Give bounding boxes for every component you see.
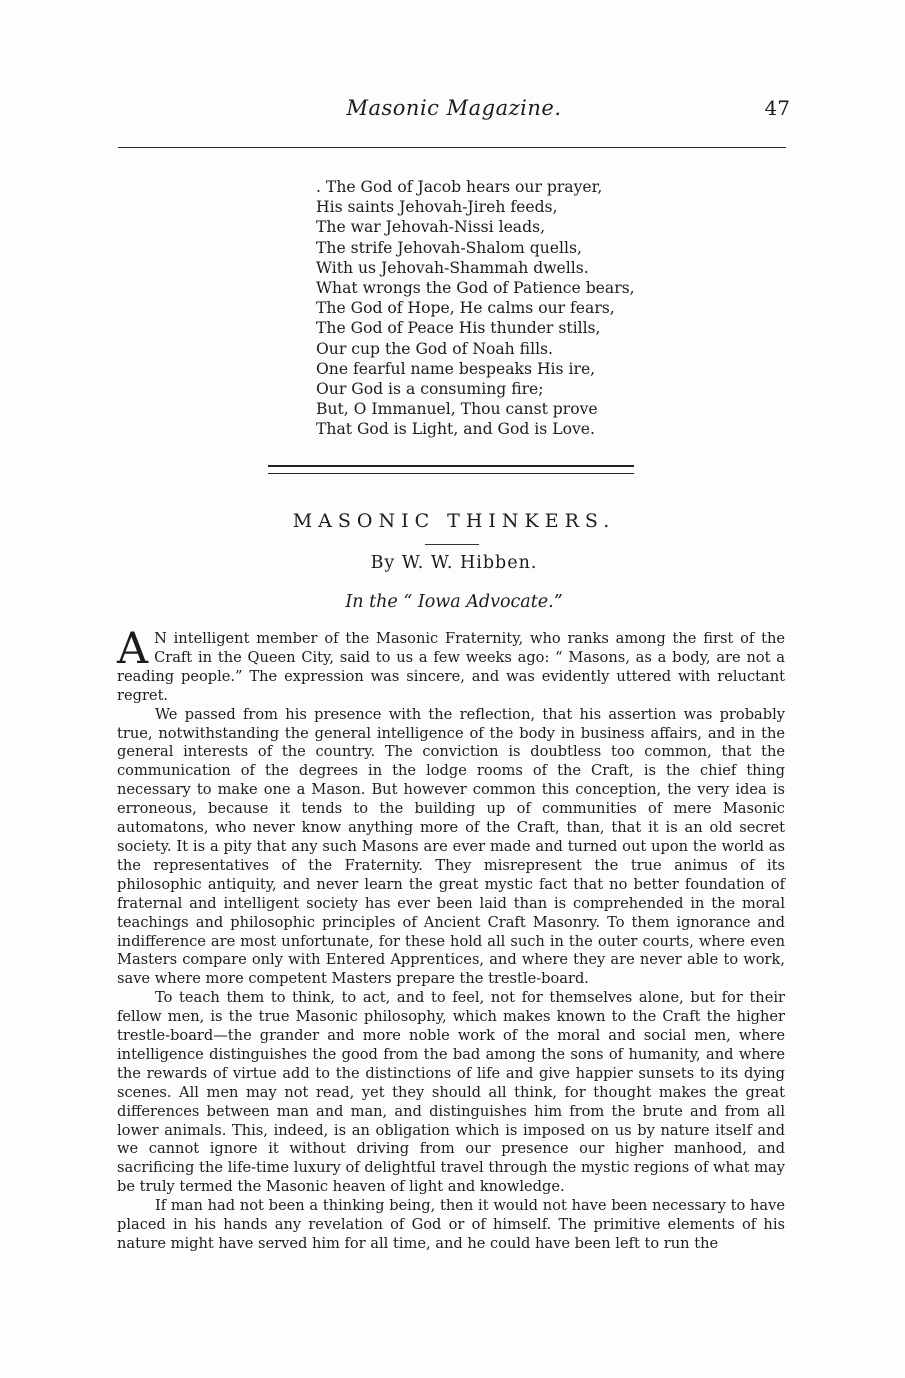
poem-line: His saints Jehovah-Jireh feeds, <box>316 198 558 217</box>
poem-line: The God of Peace His thunder stills, <box>316 319 601 338</box>
running-title: Masonic Magazine. <box>346 96 562 120</box>
poem-line: With us Jehovah-Shammah dwells. <box>316 258 589 277</box>
poem <box>316 177 696 440</box>
paragraph: We passed from his presence with the reflection, that his assertion was probably true, notwithstanding the general intelligence of the body in business affairs, and in the general interests of the country. The conviction is doubtless too common, that the communication of the degrees in the lodge rooms of the Craft, is the chief thing necessary to make one a Mason. But however common this conception, the very idea is erroneous, because it tends to the building up of communities of mere Masonic automatons, who never know anything more of the Craft, than, that it is an old secret society. It is a pity that any such Masons are ever made and turned out upon the world as the representatives of the Fraternity. They misrepresent the true animus of its philosophic antiquity, and never learn the great mystic fact that no better foundation of fraternal and intelligent society has ever been laid than is comprehended in the moral teachings and philosophic principles of Ancient Craft Masonry. To them ignorance and indifference are most unfortunate, for these hold all such in the outer courts, where even Masters compare only with Entered Apprentices, and where they are never able to work, save where more competent Masters prepare the trestle-board. <box>117 705 785 988</box>
poem-line: What wrongs the God of Patience bears, <box>316 279 635 298</box>
poem-line: The war Jehovah-Nissi leads, <box>316 218 546 237</box>
running-head <box>118 96 790 126</box>
poem-line: Our cup the God of Noah fills. <box>316 339 554 358</box>
paragraph-text: N intelligent member of the Masonic Fraternity, who ranks among the first of the Craft in the Queen City, said to us a few weeks ago: “ Masons, as a body, are not a reading people.” The expression was sincere, and was evidently uttered with reluctant regret. <box>117 630 785 704</box>
page-number: 47 <box>764 96 790 120</box>
poem-line: But, O Immanuel, Thou canst prove <box>316 400 598 419</box>
poem-line: One fearful name bespeaks His ire, <box>316 359 596 378</box>
poem-line: Our God is a consuming fire; <box>316 380 544 399</box>
poem-line: That God is Light, and God is Love. <box>316 420 595 439</box>
poem-line: The strife Jehovah-Shalom quells, <box>316 238 582 257</box>
article-body <box>117 624 785 1254</box>
drop-cap: A <box>117 624 149 674</box>
paragraph <box>117 624 785 706</box>
poem-line: . The God of Jacob hears our prayer, <box>316 178 603 196</box>
header-rule <box>118 147 786 148</box>
section-divider <box>268 465 634 474</box>
source-line: In the “ Iowa Advocate.” <box>345 592 563 612</box>
paragraph: To teach them to think, to act, and to feel, not for themselves alone, but for their fellow men, is the true Masonic philosophy, which makes known to the Craft the higher trestle-board—the grander and more noble work of the moral and social men, where intelligence distinguishes the good from the bad among the sons of humanity, and where the rewards of virtue add to the distinctions of life and give happier sunsets to its dying scenes. All men may not read, yet they should all think, for thought makes the great differences between man and man, and distinguishes him from the brute and from all lower animals. This, indeed, is an obligation which is imposed on us by nature itself and we cannot ignore it without driving from our presence our higher manhood, and sacrificing the life-time luxury of delightful travel through the mystic regions of what may be truly termed the Masonic heaven of light and knowledge. <box>117 989 785 1196</box>
byline: By W. W. Hibben. <box>370 553 538 573</box>
article-title: MASONIC THINKERS. <box>292 510 616 532</box>
title-rule <box>425 544 479 545</box>
paragraph: If man had not been a thinking being, then it would not have been necessary to have placed in his hands any revelation of God or of himself. The primitive elements of his nature might have served him for all time, and he could have been left to run the <box>117 1197 785 1252</box>
poem-line: The God of Hope, He calms our fears, <box>316 299 615 318</box>
